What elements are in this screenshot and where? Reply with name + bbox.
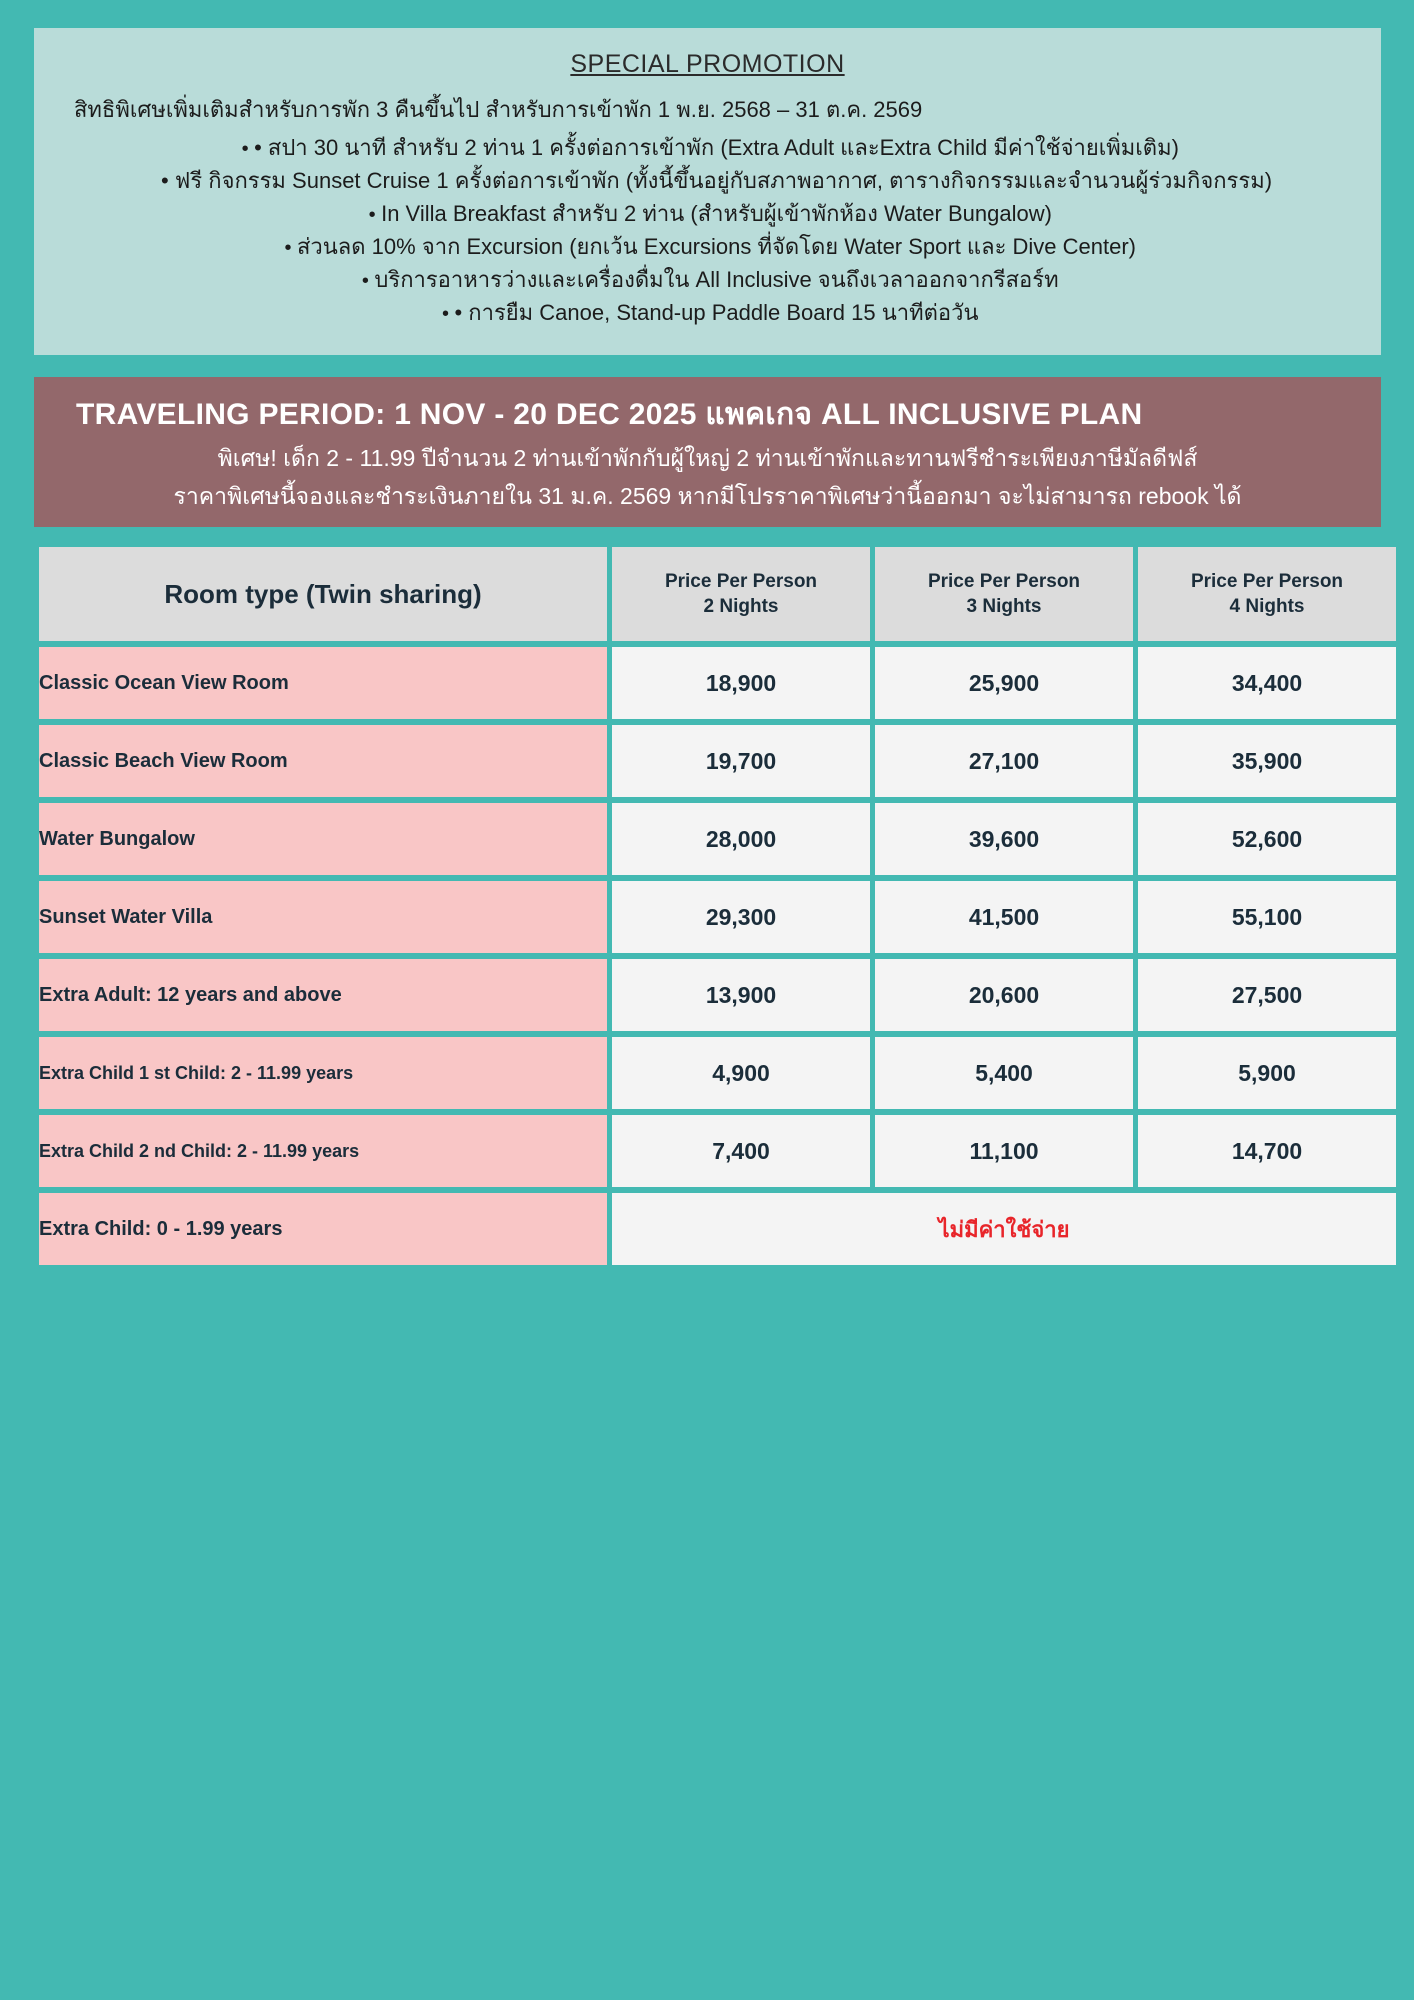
price-cell-3-nights: 41,500 <box>875 881 1133 953</box>
promotion-benefit-list <box>60 131 1355 329</box>
bullet-icon: • <box>441 302 449 325</box>
price-cell-2-nights: 18,900 <box>612 647 870 719</box>
traveling-period-subtitle-1: พิเศษ! เด็ก 2 - 11.99 ปีจำนวน 2 ท่านเข้าพักกับผู้ใหญ่ 2 ท่านเข้าพักและทานฟรีชำระเพียงภาษีมัลดีฟส์ <box>217 444 1198 471</box>
column-header-line-2: 3 Nights <box>966 596 1042 618</box>
column-header-line-1: Price Per Person <box>927 570 1081 592</box>
list-item-label: ส่วนลด 10% จาก Excursion (ยกเว้น Excursions ที่จัดโดย Water Sport และ Dive Center) <box>296 233 1137 259</box>
list-item-label: • ฟรี กิจกรรม Sunset Cruise 1 ครั้งต่อการเข้าพัก (ทั้งนี้ขึ้นอยู่กับสภาพอากาศ, ตารางกิจกรรมและจำนวนผู้ร่วมกิจกรรม) <box>160 167 1273 193</box>
bullet-icon: • <box>284 236 292 259</box>
no-charge-note: ไม่มีค่าใช้จ่าย <box>612 1193 1396 1265</box>
list-item-label: บริการอาหารว่างและเครื่องดื่มใน All Inclusive จนถึงเวลาออกจากรีสอร์ท <box>374 266 1059 292</box>
room-type-cell: Extra Child 2 nd Child: 2 - 11.99 years <box>39 1115 607 1187</box>
table-header-row <box>39 547 1396 641</box>
table-row <box>39 1037 1396 1109</box>
list-item-label: • สปา 30 นาที สำหรับ 2 ท่าน 1 ครั้งต่อการเข้าพัก (Extra Adult และExtra Child มีค่าใช้จ่ายเพิ่มเติม) <box>254 134 1179 160</box>
column-header-line-2: 2 Nights <box>703 596 779 618</box>
price-cell-2-nights: 4,900 <box>612 1037 870 1109</box>
traveling-period-band <box>34 377 1381 528</box>
price-cell-4-nights: 35,900 <box>1138 725 1396 797</box>
column-header-line-1: Price Per Person <box>1190 570 1344 592</box>
price-cell-4-nights: 27,500 <box>1138 959 1396 1031</box>
list-item <box>60 164 1355 197</box>
promotion-lead-text: สิทธิพิเศษเพิ่มเติมสำหรับการพัก 3 คืนขึ้นไป สำหรับการเข้าพัก 1 พ.ย. 2568 – 31 ต.ค. 2569 <box>74 97 923 122</box>
price-cell-3-nights: 39,600 <box>875 803 1133 875</box>
column-header-4-nights <box>1138 547 1396 641</box>
price-cell-4-nights: 52,600 <box>1138 803 1396 875</box>
price-cell-2-nights: 29,300 <box>612 881 870 953</box>
traveling-period-subtitle-2: ราคาพิเศษนี้จองและชำระเงินภายใน 31 ม.ค. 2569 หากมีโปรราคาพิเศษว่านี้ออกมา จะไม่สามารถ rebook ได้ <box>173 482 1242 509</box>
price-cell-3-nights: 11,100 <box>875 1115 1133 1187</box>
price-cell-4-nights: 55,100 <box>1138 881 1396 953</box>
traveling-period-title: TRAVELING PERIOD: 1 NOV - 20 DEC 2025 แพคเกจ ALL INCLUSIVE PLAN <box>76 397 1143 431</box>
bullet-icon: • <box>361 269 369 292</box>
price-cell-2-nights: 7,400 <box>612 1115 870 1187</box>
special-promotion-panel <box>34 28 1381 355</box>
bullet-icon: • <box>368 203 376 226</box>
list-item <box>60 296 1355 329</box>
column-header-line-1: Price Per Person <box>664 570 818 592</box>
column-header-line-2: 4 Nights <box>1229 596 1305 618</box>
list-item-label: • การยืม Canoe, Stand-up Paddle Board 15 นาทีต่อวัน <box>454 299 979 325</box>
price-cell-2-nights: 28,000 <box>612 803 870 875</box>
special-promotion-title: SPECIAL PROMOTION <box>570 50 845 78</box>
room-type-cell: Sunset Water Villa <box>39 881 607 953</box>
list-item <box>60 263 1355 296</box>
price-cell-4-nights: 5,900 <box>1138 1037 1396 1109</box>
table-row <box>39 959 1396 1031</box>
room-type-cell: Classic Beach View Room <box>39 725 607 797</box>
table-row <box>39 647 1396 719</box>
price-cell-3-nights: 20,600 <box>875 959 1133 1031</box>
room-type-cell: Water Bungalow <box>39 803 607 875</box>
table-row <box>39 881 1396 953</box>
price-cell-4-nights: 34,400 <box>1138 647 1396 719</box>
table-row <box>39 725 1396 797</box>
room-type-cell: Extra Child 1 st Child: 2 - 11.99 years <box>39 1037 607 1109</box>
price-cell-2-nights: 19,700 <box>612 725 870 797</box>
list-item-label: In Villa Breakfast สำหรับ 2 ท่าน (สำหรับผู้เข้าพักห้อง Water Bungalow) <box>381 200 1052 226</box>
column-header-3-nights <box>875 547 1133 641</box>
list-item <box>60 197 1355 230</box>
list-item <box>60 131 1355 164</box>
price-cell-3-nights: 5,400 <box>875 1037 1133 1109</box>
price-cell-3-nights: 25,900 <box>875 647 1133 719</box>
table-row-infant <box>39 1193 1396 1265</box>
rates-table <box>34 541 1401 1271</box>
price-cell-4-nights: 14,700 <box>1138 1115 1396 1187</box>
column-header-2-nights <box>612 547 870 641</box>
table-row <box>39 803 1396 875</box>
room-type-cell: Extra Child: 0 - 1.99 years <box>39 1193 607 1265</box>
bullet-icon: • <box>241 137 249 160</box>
column-header-room-type: Room type (Twin sharing) <box>39 547 607 641</box>
price-cell-3-nights: 27,100 <box>875 725 1133 797</box>
list-item <box>60 230 1355 263</box>
room-type-cell: Extra Adult: 12 years and above <box>39 959 607 1031</box>
price-cell-2-nights: 13,900 <box>612 959 870 1031</box>
room-type-cell: Classic Ocean View Room <box>39 647 607 719</box>
table-row <box>39 1115 1396 1187</box>
